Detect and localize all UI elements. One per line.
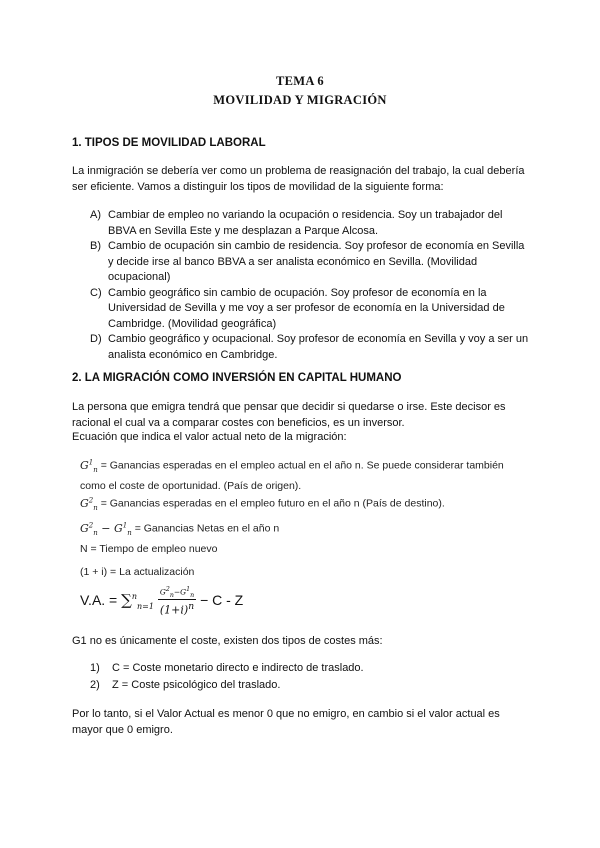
conclusion: Por lo tanto, si el Valor Actual es menor 0 que no emigro, en cambio si el valor actual es mayor que 0 emigro. xyxy=(72,708,500,736)
definition-n: N = Tiempo de empleo nuevo xyxy=(80,543,218,555)
list-marker: D) xyxy=(90,333,102,345)
list-item-text: Cambio de ocupación sin cambio de residencia. Soy profesor de economía en Sevilla y decide irse al banco BBVA a ser analista económico en Sevilla. (Movilidad ocupacional) xyxy=(108,240,525,283)
list-item-text: Cambiar de empleo no variando la ocupación o residencia. Soy un trabajador del BBVA en Sevilla Este y me desplazan a Parque Alcosa. xyxy=(108,209,503,237)
definition-g1 xyxy=(80,454,530,494)
mobility-types-list xyxy=(90,208,530,363)
definition-g2-text: = Ganancias esperadas en el empleo futuro en el año n (País de destino). xyxy=(100,497,445,510)
definition-i: (1 + i) = La actualización xyxy=(80,566,195,578)
costs-intro: G1 no es únicamente el coste, existen dos tipos de costes más: xyxy=(72,635,383,647)
fraction-denominator: $(1+i)^n$ xyxy=(159,601,195,617)
list-item xyxy=(90,208,530,239)
net-gain-symbol: $G^2_n - G^1_n$ xyxy=(80,521,132,537)
list-item-text: C = Coste monetario directo e indirecto de traslado. xyxy=(112,662,364,674)
section1-intro: La inmigración se debería ver como un problema de reasignación del trabajo, la cual debería ser eficiente. Vamos a distinguir los tipos de movilidad de la siguiente forma: xyxy=(72,165,525,193)
definition-net-gain-text: = Ganancias Netas en el año n xyxy=(134,522,280,535)
list-marker: 2) xyxy=(90,679,100,691)
formula-fraction xyxy=(158,586,196,617)
list-marker: A) xyxy=(90,209,101,221)
definition-net-gain xyxy=(80,517,530,541)
list-item xyxy=(90,286,530,333)
list-item-text: Cambio geográfico y ocupacional. Soy profesor de economía en Sevilla y voy a ser un analista económico en Cambridge. xyxy=(108,333,529,361)
list-item xyxy=(90,677,364,694)
g1-symbol: $G^1_n$ xyxy=(80,458,98,474)
list-item-text: Cambio geográfico sin cambio de ocupación. Soy profesor de economía en la Universidad de Sevilla y me voy a ser profesor de economía en la Universidad de Cambridge. (Movilidad geográfica) xyxy=(108,286,505,330)
fraction-numerator: $G^2_n-G^1_n$ xyxy=(159,586,195,599)
summation-symbol: ∑$^n_{n=1}$ xyxy=(121,591,154,612)
doc-title-line2: MOVILIDAD Y MIGRACIÓN xyxy=(213,93,387,107)
formula-lhs: V.A. = xyxy=(80,592,118,609)
list-item xyxy=(90,332,530,363)
list-marker: 1) xyxy=(90,662,100,674)
definition-g1-text: = Ganancias esperadas en el empleo actual en el año n. Se puede considerar también como el coste de oportunidad. (País de origen). xyxy=(80,459,504,492)
list-item xyxy=(90,660,364,677)
present-value-formula xyxy=(80,586,243,626)
g2-symbol: $G^2_n$ xyxy=(80,496,98,512)
costs-list xyxy=(90,660,364,694)
list-marker: C) xyxy=(90,286,102,299)
definition-g2 xyxy=(80,492,530,516)
section2-heading: 2. LA MIGRACIÓN COMO INVERSIÓN EN CAPITAL HUMANO xyxy=(72,372,402,384)
section1-heading: 1. TIPOS DE MOVILIDAD LABORAL xyxy=(72,137,266,149)
list-item-text: Z = Coste psicológico del traslado. xyxy=(112,679,281,691)
formula-tail: − C - Z xyxy=(200,592,244,609)
list-marker: B) xyxy=(90,240,101,252)
doc-title-line1: TEMA 6 xyxy=(276,74,324,88)
equation-label: Ecuación que indica el valor actual neto de la migración: xyxy=(72,431,347,443)
list-item xyxy=(90,239,530,286)
section2-intro: La persona que emigra tendrá que pensar que decidir si quedarse o irse. Este decisor es racional el cual va a comparar costes con beneficios, es un inversor. xyxy=(72,401,506,429)
